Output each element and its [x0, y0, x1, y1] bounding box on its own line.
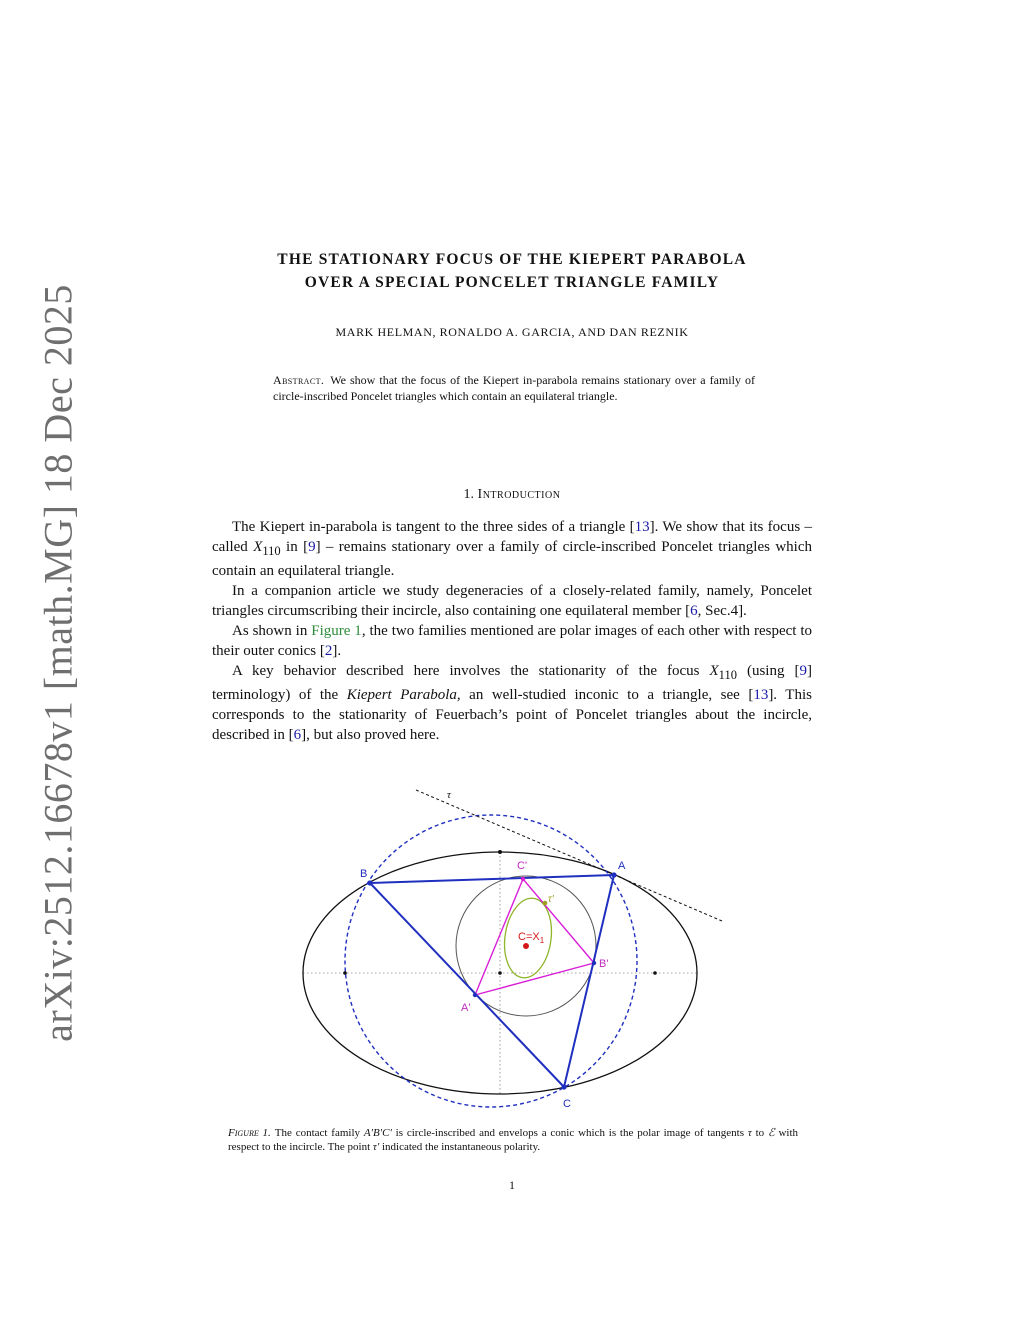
text-run: As shown in	[232, 623, 312, 639]
math-symbol: τ′	[372, 1141, 380, 1153]
text-run: The Kiepert in-parabola is tangent to the three sides of a triangle [	[232, 519, 635, 535]
label-center	[518, 931, 545, 945]
paragraph-3	[212, 621, 812, 661]
label-b-prime: B'	[599, 958, 609, 970]
origin-point	[498, 971, 502, 975]
text-run: ] terminology) of the	[212, 663, 812, 703]
label-c: C	[563, 1098, 571, 1110]
tau-prime-point	[543, 901, 548, 906]
page-number: 1	[509, 1178, 515, 1192]
ellipse-top-point	[498, 850, 502, 854]
text-run: ].	[332, 643, 342, 659]
citation-link[interactable]: 13	[753, 687, 769, 703]
vertex-c-point	[561, 1084, 566, 1089]
citation-link[interactable]: 9	[308, 539, 316, 555]
paragraph-4	[212, 661, 812, 745]
text-run: ], but also proved here.	[301, 727, 440, 743]
math-subscript: 110	[718, 668, 737, 682]
text-run: indicated the instantaneous polarity.	[379, 1141, 541, 1153]
vertex-b-point	[367, 880, 372, 885]
label-center-sub: 1	[539, 936, 545, 945]
focus-right-point	[653, 971, 657, 975]
tangent-line-tau	[416, 790, 722, 921]
math-symbol: X	[253, 539, 263, 555]
figure-1-diagram	[290, 780, 730, 1115]
paper-title	[150, 248, 874, 294]
text-run: The contact family	[274, 1127, 364, 1139]
emphasis: Kiepert Parabola	[346, 687, 457, 703]
math-symbol: A′B′C′	[363, 1127, 392, 1139]
text-run: , an well-studied inconic to a triangle, see [	[456, 687, 754, 703]
poncelet-triangle	[370, 875, 614, 1087]
label-b: B	[360, 868, 368, 880]
label-tau-prime: τ'	[548, 894, 554, 905]
citation-link[interactable]: 6	[690, 603, 698, 619]
paragraph-2	[212, 581, 812, 621]
text-run: ]. This corresponds to the stationarity of Feuerbach’s point of Poncelet triangles about the incircle, described in [	[212, 687, 812, 743]
text-run: with respect to the incircle. The point	[228, 1127, 799, 1153]
title-line-1: THE STATIONARY FOCUS OF THE KIEPERT PARABOLA	[277, 251, 747, 268]
text-run: , the two families mentioned are polar images of each other with respect to their outer conics [	[212, 623, 812, 659]
citation-link[interactable]: 13	[634, 519, 650, 535]
label-a: A	[618, 860, 626, 872]
title-line-2: OVER A SPECIAL PONCELET TRIANGLE FAMILY	[304, 274, 720, 291]
section-title: Introduction	[477, 487, 561, 502]
text-run: to	[751, 1127, 768, 1139]
focus-left-point	[343, 971, 347, 975]
label-center-main: C=X	[518, 931, 540, 943]
text-run: in [	[280, 539, 309, 555]
section-number: 1.	[463, 487, 475, 502]
center-point	[523, 943, 529, 949]
abstract-text: We show that the focus of the Kiepert in-parabola remains stationary over a family of circle-inscribed Poncelet triangles which contain an equilateral triangle.	[273, 373, 755, 403]
citation-link[interactable]: 2	[324, 643, 333, 659]
vertex-a-prime-point	[473, 993, 477, 997]
vertex-a-point	[611, 872, 616, 877]
text-run: ] – remains stationary over a family of circle-inscribed Poncelet triangles which contain an equilateral triangle.	[212, 539, 812, 579]
label-a-prime: A'	[461, 1002, 471, 1014]
body-text	[212, 517, 812, 745]
math-subscript: 110	[262, 544, 281, 558]
figure-link[interactable]: Figure 1	[311, 623, 362, 639]
figure-caption	[228, 1126, 798, 1154]
vertex-c-prime-point	[521, 877, 525, 881]
vertex-b-prime-point	[592, 961, 596, 965]
author-list: MARK HELMAN, RONALDO A. GARCIA, AND DAN REZNIK	[335, 325, 689, 339]
text-run: (using [	[736, 663, 800, 679]
citation-link[interactable]: 9	[799, 663, 807, 679]
text-run: , Sec.4].	[697, 603, 747, 619]
abstract	[273, 372, 755, 404]
section-heading	[150, 487, 874, 503]
arxiv-identifier: arXiv:2512.16678v1 [math.MG] 18 Dec 2025	[35, 284, 81, 1042]
abstract-label: Abstract.	[273, 373, 325, 387]
label-tau: τ	[447, 789, 451, 801]
text-run: A key behavior described here involves the stationarity of the focus	[232, 663, 710, 679]
math-symbol: ℰ	[767, 1127, 775, 1139]
math-symbol: X	[709, 663, 719, 679]
text-run: ]. We show that its focus – called	[212, 519, 813, 555]
text-run: is circle-inscribed and envelops a conic which is the polar image of tangents	[391, 1127, 748, 1139]
math-symbol: τ	[747, 1127, 752, 1139]
text-run: In a companion article we study degeneracies of a closely-related family, namely, Poncelet triangles circumscribing their incircle, also containing one equilateral member [	[212, 583, 812, 619]
caption-label: Figure 1.	[228, 1127, 271, 1139]
paragraph-1	[212, 517, 812, 581]
label-c-prime: C'	[517, 860, 528, 872]
citation-link[interactable]: 6	[293, 727, 302, 743]
